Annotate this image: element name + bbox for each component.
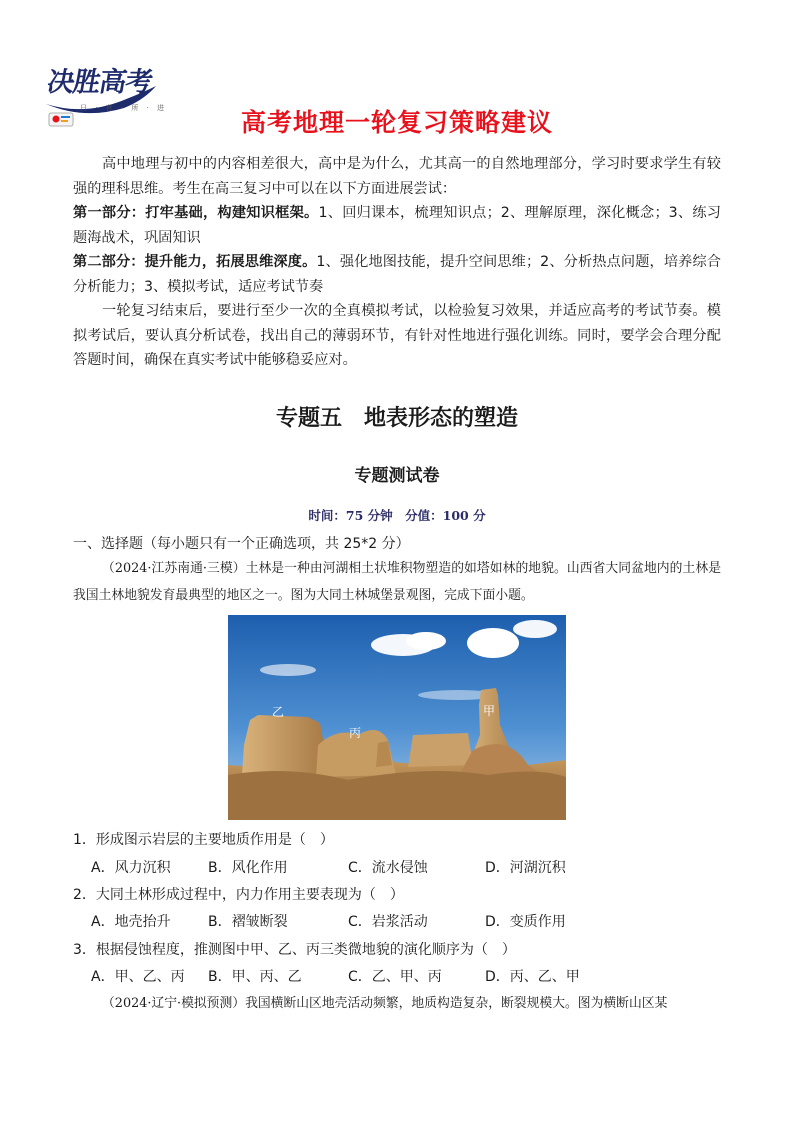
logo-subtext: 日 · 有 · 所 · 进 [80, 104, 168, 112]
question-2: 2．大同土林形成过程中，内力作用主要表现为（ ） [73, 887, 404, 903]
q3-option-d: D．丙、乙、甲 [485, 969, 580, 985]
question-3: 3．根据侵蚀程度，推测图中甲、乙、丙三类微地貌的演化顺序为（ ） [73, 942, 516, 958]
intro-part-1 [73, 201, 721, 250]
intro-paragraph-1: 高中地理与初中的内容相差很大，高中是为什么，尤其高一的自然地理部分，学习时要求学生有较强的理科思维。考生在高三复习中可以在以下方面进展尝试： [73, 156, 721, 197]
q1-option-c: C．流水侵蚀 [348, 860, 428, 876]
q1-option-b: B．风化作用 [208, 860, 288, 876]
question-1: 1．形成图示岩层的主要地质作用是（ ） [73, 832, 334, 848]
q1-option-d: D．河湖沉积 [485, 860, 566, 876]
logo-text: 决胜高考 [44, 67, 155, 98]
q2-option-a: A．地壳抬升 [91, 914, 171, 930]
q2-option-d: D．变质作用 [485, 914, 566, 930]
photo-label-jia: 甲 [483, 704, 496, 718]
topic-title: 专题五 地表形态的塑造 [275, 406, 518, 431]
part-2-text: 1、强化地图技能，提升空间思维；2、分析热点问题，培养综合分析能力；3、模拟考试，适应考试节奏 [73, 254, 721, 295]
page-title: 高考地理一轮复习策略建议 [240, 108, 553, 137]
exam-meta: 时间：75 分钟 分值：100 分 [308, 508, 486, 523]
passage-1: （2024·江苏南通·三模）土林是一种由河湖相土状堆积物塑造的如塔如林的地貌。山西省大同盆地内的土林是我国土林地貌发育最典型的地区之一。图为大同土林城堡景观图，完成下面小题。 [73, 561, 721, 603]
photo-label-bing: 丙 [349, 726, 362, 740]
earth-forest-photo [228, 615, 566, 820]
section-heading: 一、选择题（每小题只有一个正确选项，共 25*2 分） [73, 536, 410, 552]
photo-label-yi: 乙 [272, 705, 285, 719]
part-1-text: 1、回归课本，梳理知识点；2、理解原理，深化概念；3、练习题海战术，巩固知识 [73, 205, 721, 246]
part-2-label: 第二部分：提升能力，拓展思维深度。 [73, 254, 317, 270]
q2-option-c: C．岩浆活动 [348, 914, 428, 930]
q1-option-a: A．风力沉积 [91, 860, 171, 876]
q3-option-c: C．乙、甲、丙 [348, 969, 442, 985]
intro-part-2 [73, 250, 721, 299]
passage-2: （2024·辽宁·模拟预测）我国横断山区地壳活动频繁，地质构造复杂，断裂规模大。图为横断山区某 [102, 996, 668, 1011]
test-subtitle: 专题测试卷 [354, 466, 440, 486]
part-1-label: 第一部分：打牢基础，构建知识框架。 [73, 205, 319, 221]
q3-option-a: A．甲、乙、丙 [91, 969, 185, 985]
q2-option-b: B．褶皱断裂 [208, 914, 288, 930]
intro-paragraph-final: 一轮复习结束后，要进行至少一次的全真模拟考试，以检验复习效果，并适应高考的考试节奏。模拟考试后，要认真分析试卷，找出自己的薄弱环节，有针对性地进行强化训练。同时，要学会合理分配答题时间，确保在真实考试中能够稳妥应对。 [73, 303, 721, 368]
q3-option-b: B．甲、丙、乙 [208, 969, 302, 985]
